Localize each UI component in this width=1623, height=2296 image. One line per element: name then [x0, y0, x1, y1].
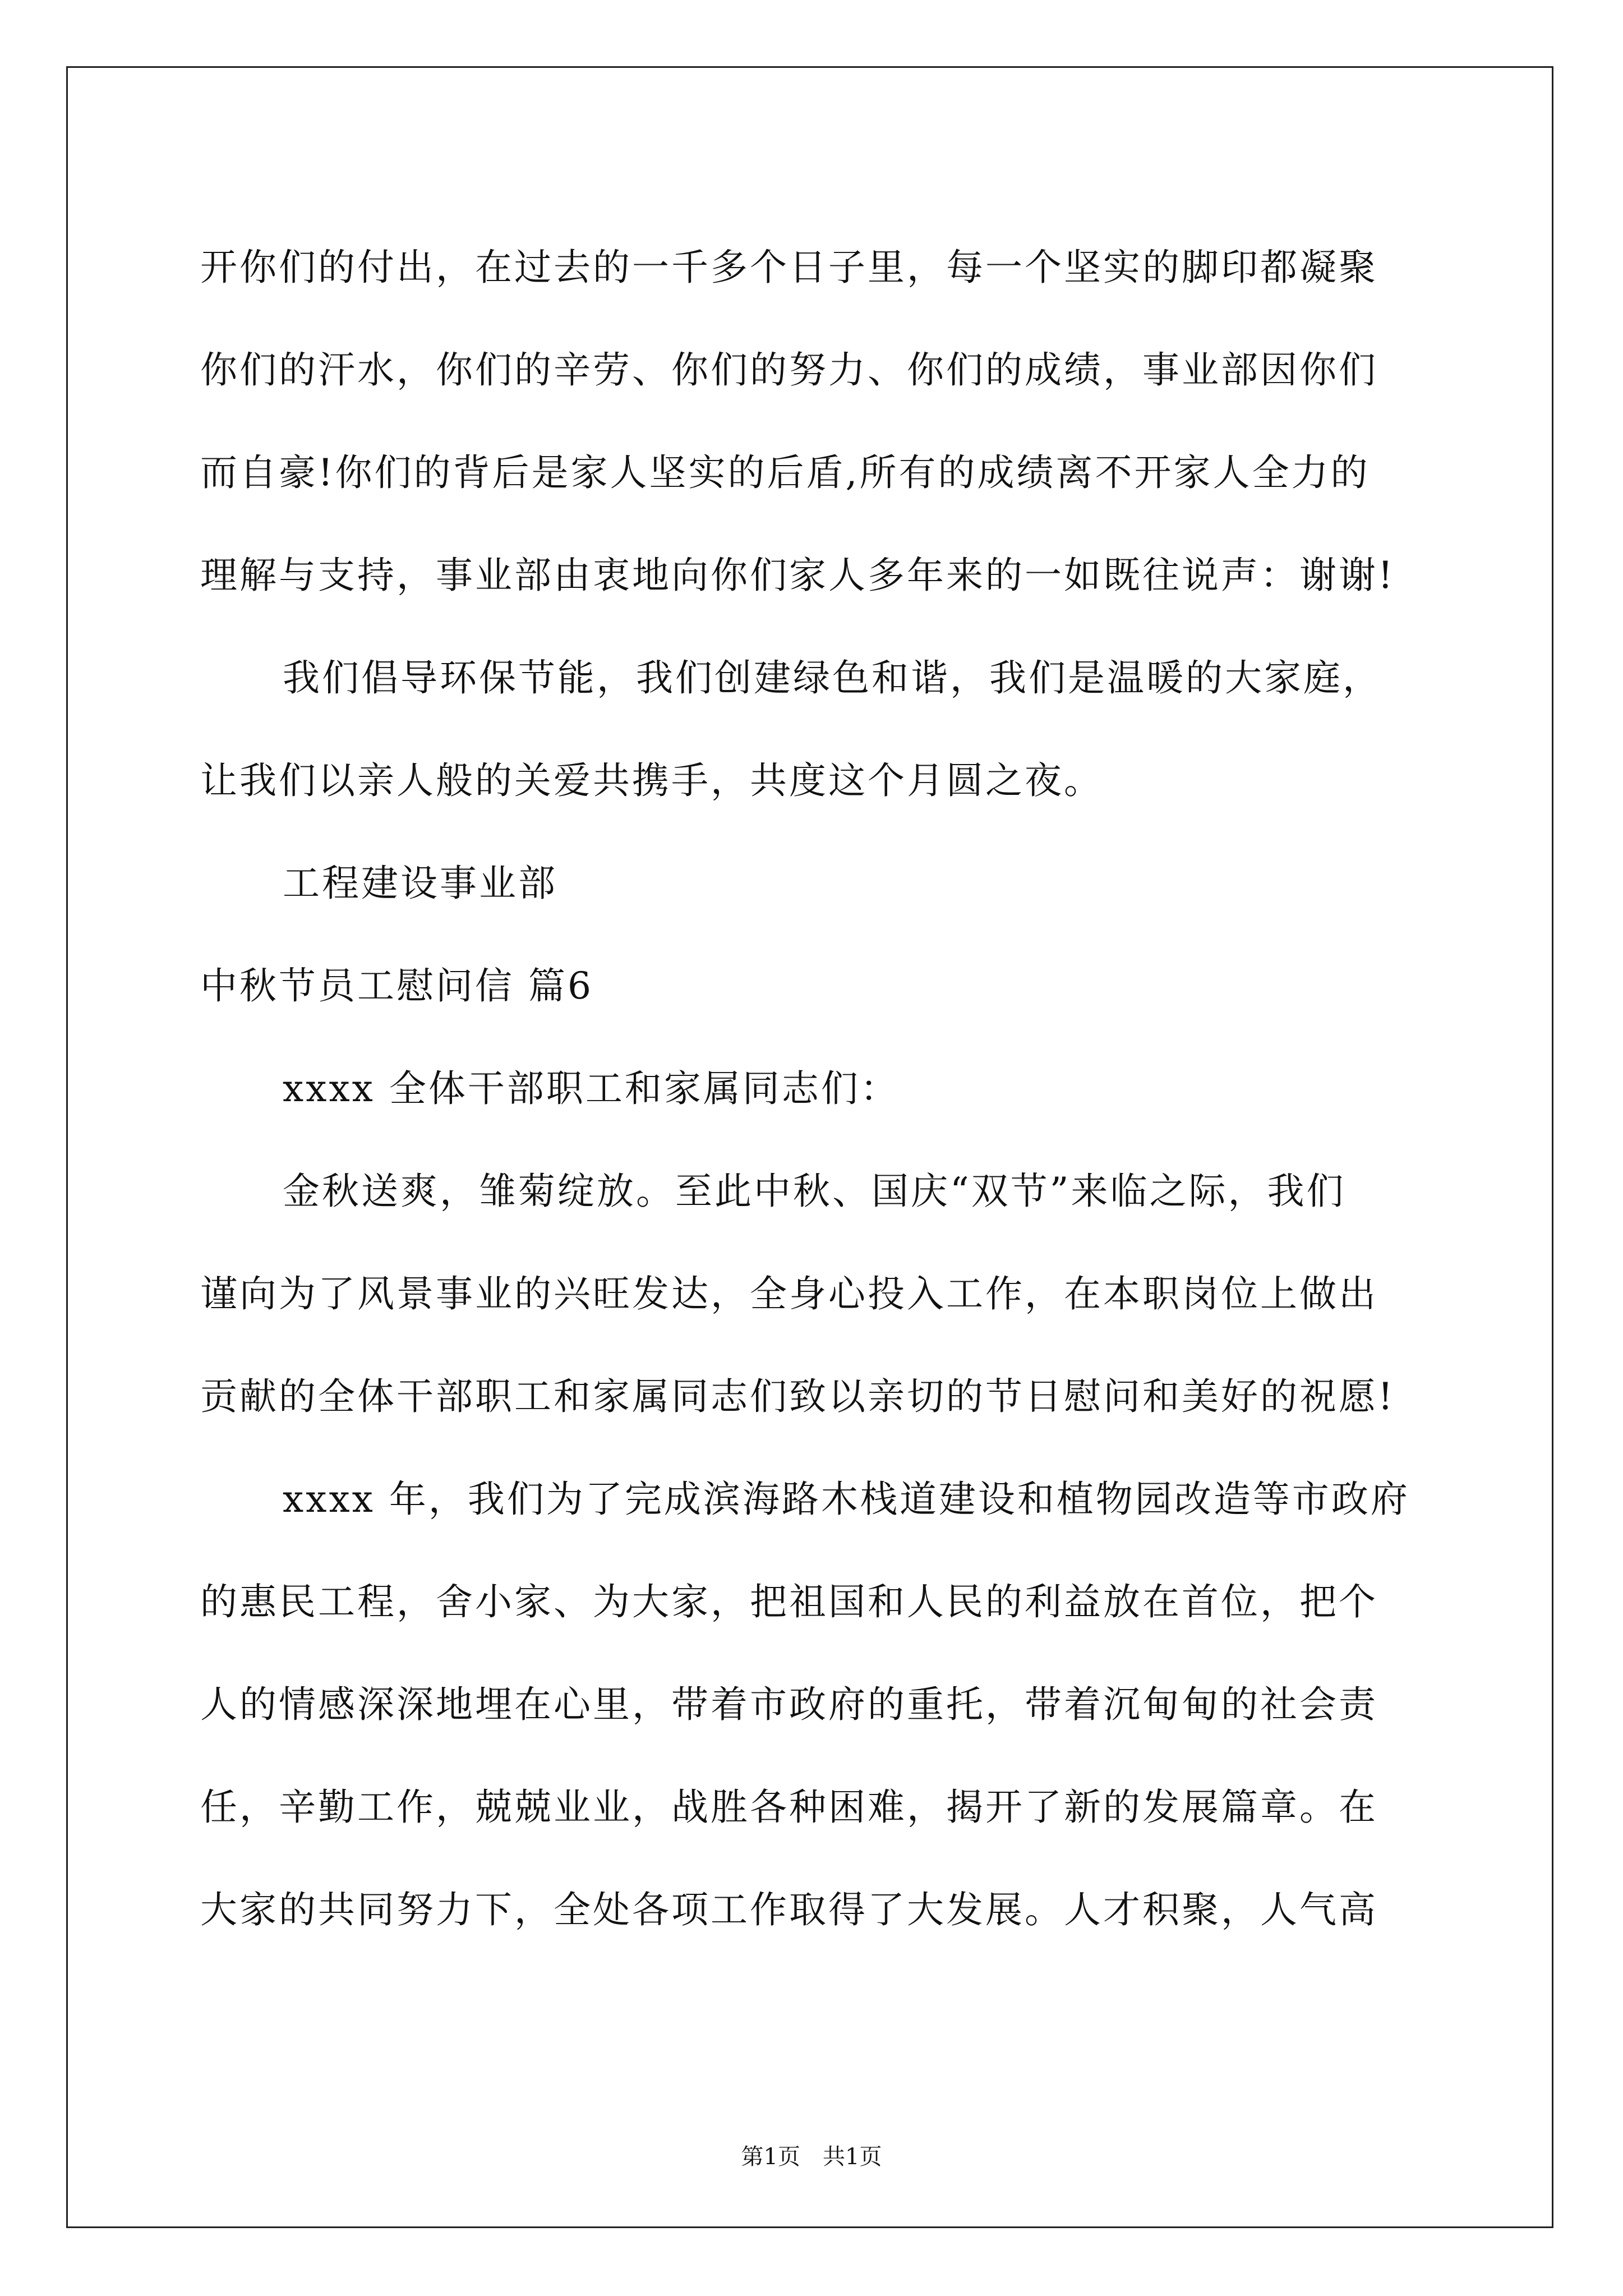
text-line: 开你们的付出，在过去的一千多个日子里，每一个坚实的脚印都凝聚 — [200, 246, 1378, 289]
page-number-footer: 第1页 共1页 — [741, 2144, 882, 2170]
section-heading: 中秋节员工慰问信 篇6 — [200, 964, 593, 1007]
text-line: 金秋送爽，雏菊绽放。至此中秋、国庆“双节”来临之际，我们 — [283, 1170, 1346, 1213]
document-body — [200, 216, 1428, 1961]
text-line: 贡献的全体干部职工和家属同志们致以亲切的节日慰问和美好的祝愿! — [200, 1375, 1395, 1418]
signature-line: 工程建设事业部 — [283, 862, 557, 905]
text-line: 你们的汗水，你们的辛劳、你们的努力、你们的成绩，事业部因你们 — [200, 348, 1378, 392]
text-line: 让我们以亲人般的关爱共携手，共度这个月圆之夜。 — [200, 759, 1103, 802]
text-line: 大家的共同努力下，全处各项工作取得了大发展。人才积聚，人气高 — [200, 1888, 1378, 1931]
salutation-line: xxxx 全体干部职工和家属同志们： — [283, 1067, 900, 1110]
text-line: 我们倡导环保节能，我们创建绿色和谐，我们是温暖的大家庭， — [283, 656, 1382, 700]
text-line: 谨向为了风景事业的兴旺发达，全身心投入工作，在本职岗位上做出 — [200, 1272, 1378, 1315]
text-line: 而自豪!你们的背后是家人坚实的后盾,所有的成绩离不开家人全力的 — [200, 451, 1370, 494]
text-line: xxxx 年，我们为了完成滨海路木栈道建设和植物园改造等市政府 — [283, 1478, 1410, 1521]
text-line: 人的情感深深地埋在心里，带着市政府的重托，带着沉甸甸的社会责 — [200, 1683, 1378, 1726]
text-line: 理解与支持，事业部由衷地向你们家人多年来的一如既往说声：谢谢! — [200, 554, 1395, 597]
text-line: 任，辛勤工作，兢兢业业，战胜各种困难，揭开了新的发展篇章。在 — [200, 1786, 1378, 1829]
text-line: 的惠民工程，舍小家、为大家，把祖国和人民的利益放在首位，把个 — [200, 1580, 1378, 1623]
